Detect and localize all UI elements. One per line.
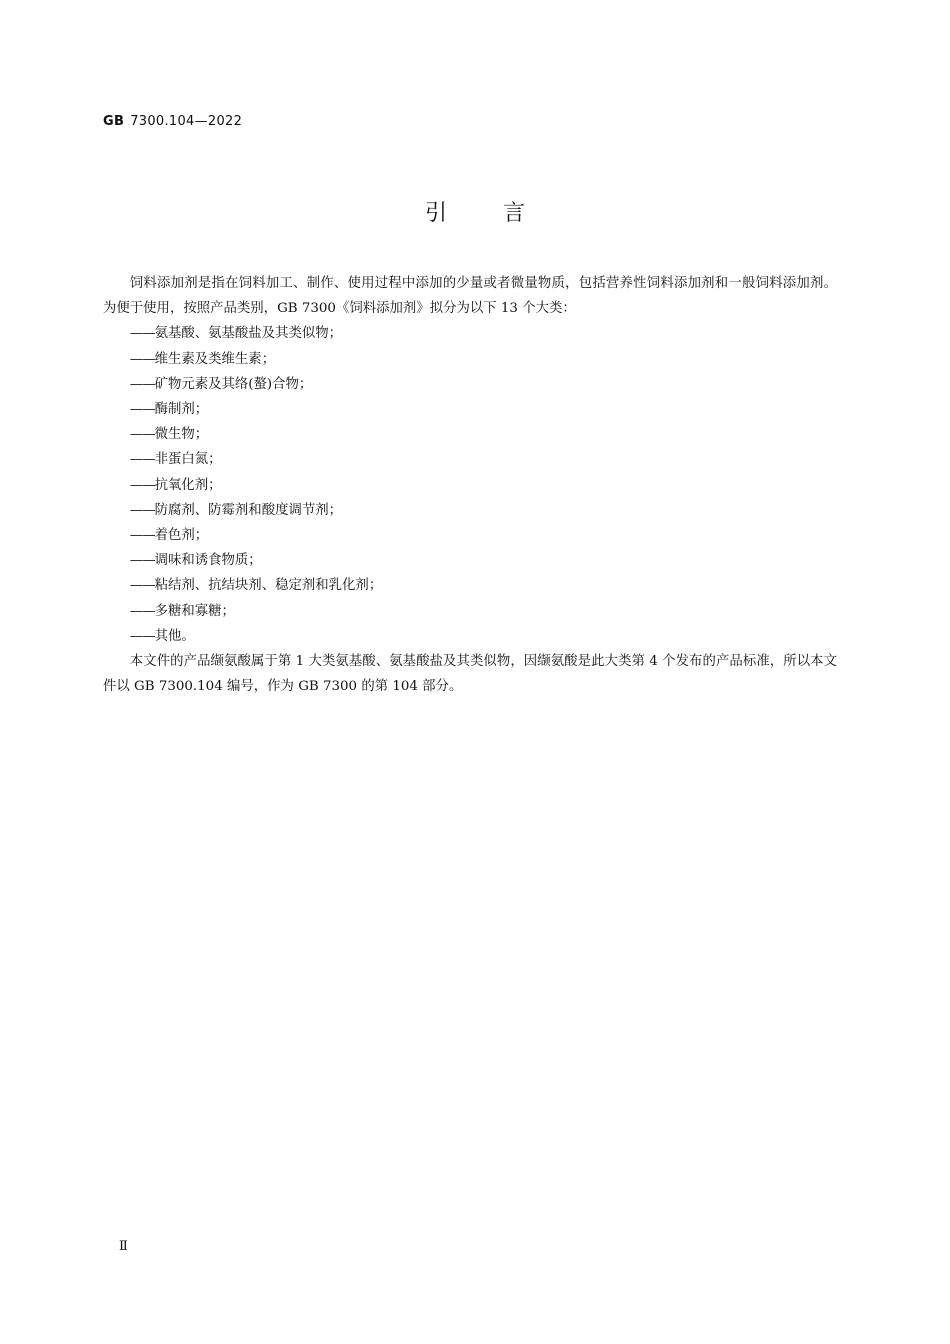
list-item-text: 抗氧化剂； xyxy=(154,477,222,493)
document-code-prefix: GB xyxy=(103,114,125,129)
list-item xyxy=(103,397,837,422)
list-dash: —— xyxy=(129,427,155,443)
list-item xyxy=(103,624,837,649)
list-dash: —— xyxy=(129,628,155,644)
page-title: 引言 xyxy=(424,201,581,226)
list-item-text: 矿物元素及其络(螯)合物； xyxy=(154,376,313,392)
list-dash: —— xyxy=(129,477,155,493)
category-list xyxy=(103,321,837,649)
list-dash: —— xyxy=(129,553,155,569)
list-dash: —— xyxy=(129,452,155,468)
list-item xyxy=(103,599,837,624)
list-item xyxy=(103,523,837,548)
list-item-text: 维生素及类维生素； xyxy=(154,351,276,367)
document-body xyxy=(103,271,837,699)
list-dash: —— xyxy=(129,502,155,518)
list-item-text: 氨基酸、氨基酸盐及其类似物； xyxy=(154,326,343,342)
list-item-text: 着色剂； xyxy=(154,528,209,544)
intro-paragraph: 饲料添加剂是指在饲料加工、制作、使用过程中添加的少量或者微量物质，包括营养性饲料添加剂和一般饲料添加剂。为便于使用，按照产品类别，GB 7300《饲料添加剂》拟分为以下 13 个大类： xyxy=(103,276,837,317)
list-item-text: 微生物； xyxy=(154,427,209,443)
list-item xyxy=(103,372,837,397)
list-item xyxy=(103,573,837,598)
list-item-text: 其他。 xyxy=(154,628,195,644)
list-item xyxy=(103,422,837,447)
list-dash: —— xyxy=(129,603,155,619)
list-item-text: 粘结剂、抗结块剂、稳定剂和乳化剂； xyxy=(154,578,383,594)
list-item xyxy=(103,447,837,472)
list-item xyxy=(103,473,837,498)
document-code-number: 7300.104—2022 xyxy=(130,114,243,129)
list-dash: —— xyxy=(129,402,155,418)
list-dash: —— xyxy=(129,326,155,342)
list-dash: —— xyxy=(129,351,155,367)
list-dash: —— xyxy=(129,376,155,392)
list-item-text: 调味和诱食物质； xyxy=(154,553,262,569)
list-item xyxy=(103,548,837,573)
list-item-text: 防腐剂、防霉剂和酸度调节剂； xyxy=(154,502,343,518)
closing-paragraph: 本文件的产品缬氨酸属于第 1 大类氨基酸、氨基酸盐及其类似物，因缬氨酸是此大类第 4 个发布的产品标准，所以本文件以 GB 7300.104 编号，作为 GB 7300 的第 104 部分。 xyxy=(103,654,837,695)
list-item-text: 多糖和寡糖； xyxy=(154,603,235,619)
list-item xyxy=(103,498,837,523)
list-item-text: 非蛋白氮； xyxy=(154,452,222,468)
page-number: Ⅱ xyxy=(119,1239,128,1254)
list-item xyxy=(103,321,837,346)
list-item-text: 酶制剂； xyxy=(154,402,209,418)
list-item xyxy=(103,347,837,372)
list-dash: —— xyxy=(129,578,155,594)
document-code xyxy=(103,114,242,129)
list-dash: —— xyxy=(129,528,155,544)
